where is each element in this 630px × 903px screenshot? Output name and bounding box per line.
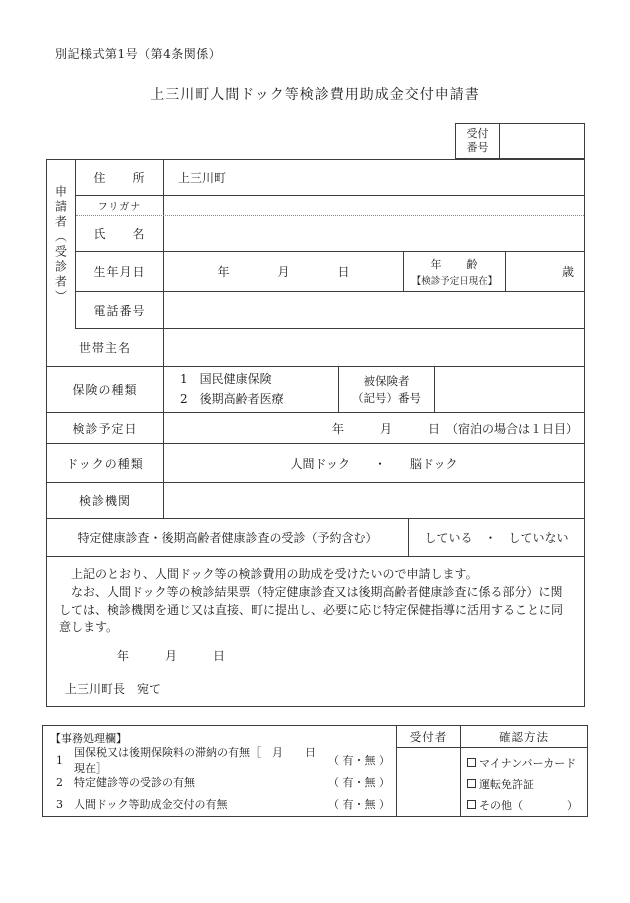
admin-item-3 [43,793,396,815]
checkbox-icon[interactable] [467,779,476,788]
insurance-option-2[interactable]: 2 後期高齢者医療 [180,391,284,406]
household-head-row [47,329,584,367]
method-mynumber-card[interactable] [467,752,587,773]
specific-checkup-label: 特定健康診査・後期高齢者健康診査の受診（予約含む） [47,519,409,556]
application-table [46,159,585,707]
dock-type-row [47,444,584,483]
age-label-cell [403,252,505,291]
exam-org-row [47,483,584,519]
specific-checkup-options[interactable]: している ・ していない [424,531,569,545]
admin-item-3-choice[interactable]: （ 有・無 ） [328,798,390,811]
age-note-label: 【検診予定日現在】 [411,276,498,287]
age-field[interactable] [505,252,584,291]
method-other[interactable] [467,794,587,815]
receipt-label-line2: 番号 [466,141,489,154]
office-use-items [43,726,397,816]
applicant-section [47,160,584,329]
insured-number-field[interactable] [435,367,584,412]
receiver-column [397,726,461,816]
household-head-field[interactable] [164,329,584,366]
receiver-field[interactable] [397,748,460,816]
age-unit-label: 歳 [561,265,574,279]
insured-number-label-line1: 被保険者 [363,373,410,388]
insurance-options[interactable] [164,367,338,412]
statement-paragraph-2: なお、人間ドック等の検診結果票（特定健康診査又は後期高齢者健康診査に係る部分）に関しては、検診機関を通じ又は直接、町に提出し、必要に応じ特定保健指導に活用することに同意します。 [59,584,564,635]
address-label: 住 所 [76,160,164,195]
method-mynumber-label: マイナンバーカード [479,756,577,770]
admin-item-2-number: 2 [56,775,63,789]
admin-item-3-number: 3 [56,797,63,811]
receiver-header: 受付者 [397,726,460,748]
application-date-field[interactable]: 年 月 日 [117,649,226,663]
exam-date-row [47,413,584,444]
address-field[interactable]: 上三川町 [178,171,227,185]
receipt-label-line1: 受付 [466,126,489,140]
checkbox-icon[interactable] [467,758,476,767]
insured-number-label [338,367,435,412]
insured-number-label-line2: （記号）番号 [352,390,421,405]
insurance-type-label: 保険の種類 [47,367,164,412]
method-drivers-license[interactable] [467,773,587,794]
phone-field[interactable] [164,292,584,328]
form-number: 別記様式第1号（第4条関係） [55,47,222,61]
method-other-label: その他（ ） [479,798,578,812]
exam-org-label: 検診機関 [47,483,164,518]
admin-item-2 [43,771,396,793]
furigana-name-row [76,196,584,252]
phone-label: 電話番号 [76,292,164,328]
office-use-header: 【事務処理欄】 [50,732,127,745]
name-label: 氏 名 [93,226,146,241]
receipt-number-label [456,124,500,158]
admin-item-3-text: 人間ドック等助成金交付の有無 [74,798,228,811]
dock-type-options[interactable]: 人間ドック ・ 脳ドック [290,456,458,471]
dock-type-label: ドックの種類 [47,444,164,482]
admin-item-1-choice[interactable]: （ 有・無 ） [328,754,390,767]
furigana-label: フリガナ [97,202,142,213]
addressee-label: 上三川町長 宛て [65,681,162,696]
confirm-method-header: 確認方法 [461,726,587,748]
applicant-group-label: 申請者（受診者） [47,160,76,329]
birthdate-row [76,252,584,292]
method-license-label: 運転免許証 [479,777,534,791]
admin-item-2-choice[interactable]: （ 有・無 ） [328,776,390,789]
page-title: 上三川町人間ドック等検診費用助成金交付申請書 [150,87,480,103]
specific-checkup-row [47,519,584,557]
birthdate-field[interactable]: 年 月 日 [217,265,350,279]
insurance-row [47,367,584,413]
age-label: 年 齢 [430,258,479,271]
insurance-option-1[interactable]: 1 国民健康保険 [180,371,272,386]
furigana-field[interactable] [164,196,584,215]
admin-item-1-number: 1 [56,753,63,767]
exam-date-label: 検診予定日 [47,413,164,443]
exam-date-field[interactable]: 年 月 日 （宿泊の場合は１日目） [331,421,578,436]
receipt-number-field[interactable] [500,124,584,158]
name-field[interactable] [164,215,584,251]
office-use-table [42,725,588,817]
birthdate-label: 生年月日 [76,252,164,291]
confirm-method-column [461,726,587,816]
dotted-divider [76,215,584,216]
checkbox-icon[interactable] [467,800,476,809]
household-head-label: 世帯主名 [47,329,164,366]
exam-org-field[interactable] [164,483,584,518]
phone-row [76,292,584,329]
statement-paragraph-1: 上記のとおり、人間ドック等の検診費用の助成を受けたいので申請します。 [59,567,478,581]
receipt-number-box [455,123,585,159]
admin-item-2-text: 特定健診等の受診の有無 [74,776,195,789]
furigana-name-labels [76,196,164,251]
admin-item-1 [43,746,396,775]
statement-section [47,557,584,706]
admin-item-1-text: 国保税又は後期保険料の滞納の有無［ 月 日現在］ [74,746,316,775]
address-row [76,160,584,196]
